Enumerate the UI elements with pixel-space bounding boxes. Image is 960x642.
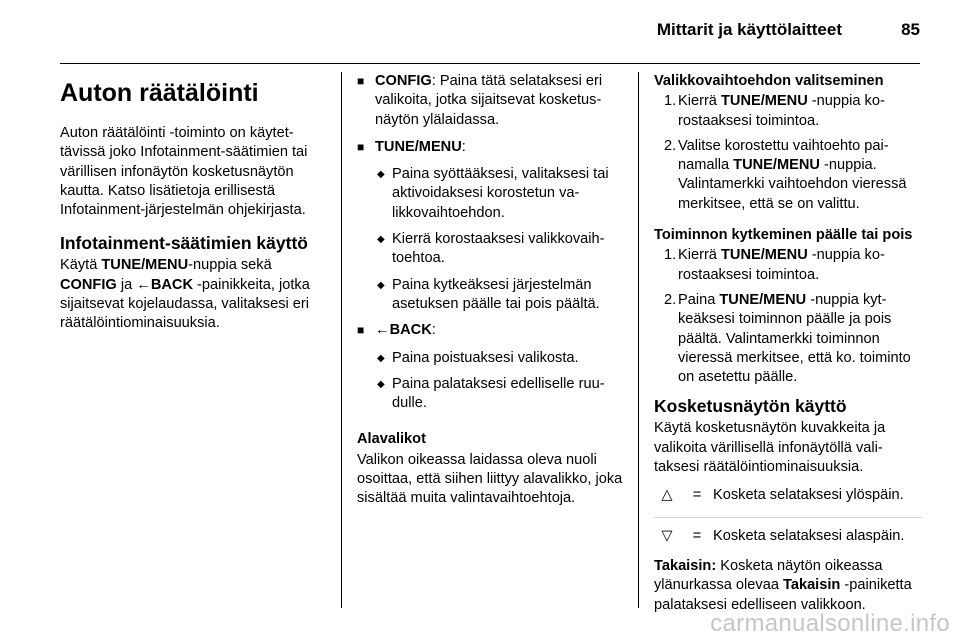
tune-subitem: ◆ Paina syöttääksesi, valitaksesi tai aktivoidaksesi korostetun valikkovaihtoehdon. [357,165,623,223]
tune-subitem: ◆ Paina kytkeäksesi järjestelmän asetuksen päälle tai pois päältä. [357,276,623,315]
triangle-up-icon: △ [661,487,673,504]
tune-subitem: ◆ Kierrä korostaaksesi valikkovaihtoehtoa. [357,230,623,269]
config-item: ■ CONFIG: Paina tätä selataksesi eri valikoita, jotka sijaitsevat kosketusnäytön ylälaidassa. [357,72,623,130]
toggle-function-heading: Toiminnon kytkeminen päälle tai pois [654,227,913,244]
page-number: 85 [901,20,920,39]
column-1 [60,72,326,334]
column-2 [357,72,623,509]
page-heading: Auton räätälöinti [60,79,259,107]
header-divider [60,63,920,64]
section-title: Mittarit ja käyttölaitteet [656,20,842,39]
back-paragraph: Takaisin: Kosketa näytön oikeassa ylänurkassa olevaa Takaisin -painiketta palataksesi edelliseen valikkoon. [654,557,912,613]
back-subitem: ◆ Paina poistuaksesi valikosta. [357,349,623,368]
infotainment-controls-heading: Infotainment-säätimien käyttö [60,233,308,254]
toggle-step: 2. Paina TUNE/MENU -nuppia kytkeäksesi toiminnon päälle ja pois päältä. Valintamerkki toiminnon vieressä merkitsee, että ko. toiminto on asetettu päälle. [664,291,911,386]
watermark: carmanualsonline.info [710,610,950,637]
scroll-down-row: ▽ = Kosketa selataksesi alaspäin. [654,527,922,546]
submenus-paragraph: Valikon oikeassa laidassa oleva nuoli osoittaa, että siihen liittyy alavalikko, joka sisältää muita valintavaihtoehtoja. [357,451,623,507]
toggle-step: 1. Kierrä TUNE/MENU -nuppia korostaaksesi toimintoa. [664,247,885,283]
column-3 [654,72,922,615]
controls-paragraph: Käytä TUNE/MENU-nuppia sekä CONFIG ja ←BACK -painikkeita, jotka sijaitsevat kojelaudassa, valitaksesi eri räätälöintiominaisuuksia. [60,257,310,332]
column-divider-2 [638,72,639,608]
triangle-down-icon: ▽ [661,527,673,544]
page-header [0,0,960,64]
column-divider-1 [341,72,342,608]
tune-menu-item: ■ TUNE/MENU: [357,138,623,157]
touchscreen-paragraph: Käytä kosketusnäytön kuvakkeita ja valikoita värillisellä infonäytöllä valitaksesi räätälöintiominaisuuksia. [654,420,886,476]
select-option-heading: Valikkovaihtoehdon valitseminen [654,73,884,89]
select-step: 1. Kierrä TUNE/MENU -nuppia korostaaksesi toimintoa. [664,93,885,129]
select-step: 2. Valitse korostettu vaihtoehto painamalla TUNE/MENU -nuppia. Valintamerkki vaihtoehdon vieressä merkitsee, että se on valittu. [664,137,907,212]
symbol-divider [654,517,922,518]
back-item: ■ ←BACK: [357,321,623,340]
scroll-up-row: △ = Kosketa selataksesi ylöspäin. [654,486,922,505]
intro-paragraph: Auton räätälöinti -toiminto on käytettävissä joko Infotainment-säätimien tai värillisen infonäytön kosketusnäytön kautta. Katso lisätietoja erillisestä Infotainment-järjestelmän ohjekirjasta. [60,125,308,219]
touchscreen-heading: Kosketusnäytön käyttö [654,396,847,417]
back-subitem: ◆ Paina palataksesi edelliselle ruudulle. [357,375,623,414]
submenus-heading: Alavalikot [357,431,426,448]
